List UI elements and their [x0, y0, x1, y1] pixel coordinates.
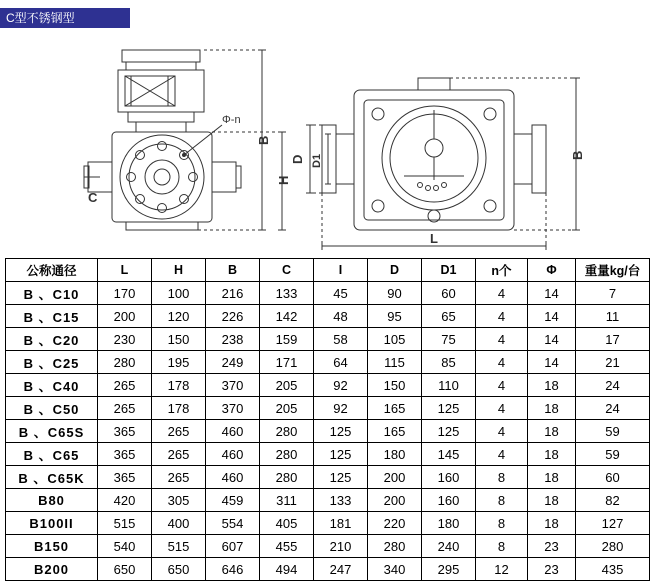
- cell-dn: B 、C65K: [6, 466, 98, 489]
- table-row: [6, 305, 650, 328]
- cell-i: 125: [314, 443, 368, 466]
- cell-c: 280: [260, 420, 314, 443]
- cell-d1: 85: [422, 351, 476, 374]
- column-header-d: D: [368, 259, 422, 282]
- cell-phi: 23: [528, 535, 576, 558]
- cell-n: 4: [476, 443, 528, 466]
- table-row: [6, 328, 650, 351]
- cell-h: 100: [152, 282, 206, 305]
- cell-i: 92: [314, 374, 368, 397]
- cell-l: 540: [98, 535, 152, 558]
- cell-d1: 240: [422, 535, 476, 558]
- cell-l: 230: [98, 328, 152, 351]
- table-header-row: [6, 259, 650, 282]
- table-row: [6, 397, 650, 420]
- cell-d: 200: [368, 466, 422, 489]
- cell-dn: B 、C25: [6, 351, 98, 374]
- cell-n: 8: [476, 489, 528, 512]
- cell-b: 460: [206, 443, 260, 466]
- cell-b: 646: [206, 558, 260, 581]
- cell-b: 370: [206, 374, 260, 397]
- cell-c: 455: [260, 535, 314, 558]
- cell-b: 459: [206, 489, 260, 512]
- cell-phi: 18: [528, 489, 576, 512]
- cell-b: 554: [206, 512, 260, 535]
- cell-l: 200: [98, 305, 152, 328]
- cell-d1: 160: [422, 489, 476, 512]
- cell-weight: 60: [576, 466, 650, 489]
- cell-weight: 17: [576, 328, 650, 351]
- cell-c: 280: [260, 443, 314, 466]
- cell-h: 265: [152, 443, 206, 466]
- cell-i: 64: [314, 351, 368, 374]
- cell-d: 95: [368, 305, 422, 328]
- cell-i: 48: [314, 305, 368, 328]
- drawing-svg: [0, 30, 654, 250]
- cell-b: 249: [206, 351, 260, 374]
- cell-h: 265: [152, 420, 206, 443]
- cell-n: 4: [476, 351, 528, 374]
- cell-i: 125: [314, 466, 368, 489]
- technical-drawing: [0, 30, 654, 250]
- cell-d: 280: [368, 535, 422, 558]
- cell-n: 8: [476, 512, 528, 535]
- dim-label-D: D: [290, 154, 305, 164]
- cell-n: 4: [476, 374, 528, 397]
- cell-d1: 75: [422, 328, 476, 351]
- cell-weight: 280: [576, 535, 650, 558]
- cell-i: 181: [314, 512, 368, 535]
- spec-table-container: [5, 258, 649, 581]
- dim-label-L: L: [430, 231, 438, 246]
- cell-h: 400: [152, 512, 206, 535]
- cell-c: 494: [260, 558, 314, 581]
- cell-l: 650: [98, 558, 152, 581]
- cell-d1: 125: [422, 420, 476, 443]
- column-header-n: n个: [476, 259, 528, 282]
- dim-label-H-left: H: [276, 175, 291, 185]
- cell-dn: B 、C65: [6, 443, 98, 466]
- cell-dn: B 、C40: [6, 374, 98, 397]
- column-header-i: I: [314, 259, 368, 282]
- cell-weight: 82: [576, 489, 650, 512]
- cell-dn: B100II: [6, 512, 98, 535]
- cell-d: 165: [368, 420, 422, 443]
- cell-n: 4: [476, 397, 528, 420]
- cell-h: 178: [152, 397, 206, 420]
- cell-b: 460: [206, 466, 260, 489]
- cell-i: 92: [314, 397, 368, 420]
- cell-l: 280: [98, 351, 152, 374]
- cell-d: 150: [368, 374, 422, 397]
- cell-d: 90: [368, 282, 422, 305]
- cell-l: 420: [98, 489, 152, 512]
- table-row: [6, 535, 650, 558]
- cell-d: 180: [368, 443, 422, 466]
- cell-c: 205: [260, 374, 314, 397]
- cell-weight: 11: [576, 305, 650, 328]
- column-header-weight: 重量kg/台: [576, 259, 650, 282]
- cell-d: 220: [368, 512, 422, 535]
- table-row: [6, 374, 650, 397]
- cell-phi: 18: [528, 443, 576, 466]
- cell-h: 650: [152, 558, 206, 581]
- cell-phi: 18: [528, 420, 576, 443]
- cell-i: 247: [314, 558, 368, 581]
- cell-dn: B 、C10: [6, 282, 98, 305]
- cell-d1: 60: [422, 282, 476, 305]
- cell-b: 238: [206, 328, 260, 351]
- dim-label-phi-n: Φ-n: [222, 114, 241, 126]
- dim-label-D1: D1: [311, 153, 323, 168]
- page-title: C型不锈钢型: [0, 8, 130, 28]
- cell-n: 8: [476, 466, 528, 489]
- cell-c: 142: [260, 305, 314, 328]
- cell-c: 159: [260, 328, 314, 351]
- cell-weight: 24: [576, 397, 650, 420]
- cell-h: 195: [152, 351, 206, 374]
- column-header-d1: D1: [422, 259, 476, 282]
- cell-d: 165: [368, 397, 422, 420]
- column-header-phi: Φ: [528, 259, 576, 282]
- table-row: [6, 351, 650, 374]
- cell-d1: 160: [422, 466, 476, 489]
- cell-c: 311: [260, 489, 314, 512]
- cell-n: 4: [476, 420, 528, 443]
- cell-n: 4: [476, 305, 528, 328]
- cell-h: 515: [152, 535, 206, 558]
- dim-label-B-left: B: [256, 135, 271, 145]
- dim-label-B-right: B: [570, 150, 585, 160]
- cell-b: 216: [206, 282, 260, 305]
- cell-n: 4: [476, 328, 528, 351]
- cell-i: 45: [314, 282, 368, 305]
- cell-weight: 59: [576, 443, 650, 466]
- cell-b: 370: [206, 397, 260, 420]
- column-header-h: H: [152, 259, 206, 282]
- cell-weight: 7: [576, 282, 650, 305]
- cell-d: 115: [368, 351, 422, 374]
- dim-label-C-left: C: [88, 190, 98, 205]
- column-header-l: L: [98, 259, 152, 282]
- table-row: [6, 489, 650, 512]
- cell-b: 226: [206, 305, 260, 328]
- cell-dn: B 、C20: [6, 328, 98, 351]
- column-header-dn: 公称通径: [6, 259, 98, 282]
- cell-h: 265: [152, 466, 206, 489]
- cell-i: 210: [314, 535, 368, 558]
- cell-phi: 23: [528, 558, 576, 581]
- table-row: [6, 512, 650, 535]
- cell-phi: 18: [528, 512, 576, 535]
- cell-weight: 24: [576, 374, 650, 397]
- cell-l: 265: [98, 374, 152, 397]
- cell-i: 125: [314, 420, 368, 443]
- cell-dn: B80: [6, 489, 98, 512]
- cell-d: 340: [368, 558, 422, 581]
- cell-c: 280: [260, 466, 314, 489]
- cell-phi: 18: [528, 466, 576, 489]
- cell-i: 133: [314, 489, 368, 512]
- cell-phi: 14: [528, 282, 576, 305]
- cell-l: 170: [98, 282, 152, 305]
- cell-phi: 14: [528, 305, 576, 328]
- column-header-c: C: [260, 259, 314, 282]
- cell-d1: 145: [422, 443, 476, 466]
- cell-i: 58: [314, 328, 368, 351]
- cell-b: 607: [206, 535, 260, 558]
- cell-n: 12: [476, 558, 528, 581]
- cell-l: 365: [98, 443, 152, 466]
- cell-n: 8: [476, 535, 528, 558]
- cell-weight: 127: [576, 512, 650, 535]
- cell-phi: 18: [528, 397, 576, 420]
- cell-phi: 18: [528, 374, 576, 397]
- cell-d1: 110: [422, 374, 476, 397]
- cell-h: 150: [152, 328, 206, 351]
- cell-c: 171: [260, 351, 314, 374]
- table-row: [6, 282, 650, 305]
- cell-h: 305: [152, 489, 206, 512]
- cell-dn: B200: [6, 558, 98, 581]
- cell-d1: 295: [422, 558, 476, 581]
- cell-d: 200: [368, 489, 422, 512]
- cell-n: 4: [476, 282, 528, 305]
- cell-d1: 180: [422, 512, 476, 535]
- spec-table: [5, 258, 650, 581]
- table-row: [6, 466, 650, 489]
- cell-dn: B 、C65S: [6, 420, 98, 443]
- cell-d: 105: [368, 328, 422, 351]
- cell-d1: 125: [422, 397, 476, 420]
- cell-phi: 14: [528, 328, 576, 351]
- table-row: [6, 443, 650, 466]
- cell-b: 460: [206, 420, 260, 443]
- cell-l: 365: [98, 466, 152, 489]
- cell-h: 120: [152, 305, 206, 328]
- cell-l: 515: [98, 512, 152, 535]
- cell-l: 365: [98, 420, 152, 443]
- cell-c: 205: [260, 397, 314, 420]
- table-row: [6, 558, 650, 581]
- cell-weight: 435: [576, 558, 650, 581]
- cell-h: 178: [152, 374, 206, 397]
- cell-dn: B 、C50: [6, 397, 98, 420]
- cell-dn: B 、C15: [6, 305, 98, 328]
- cell-c: 133: [260, 282, 314, 305]
- column-header-b: B: [206, 259, 260, 282]
- cell-c: 405: [260, 512, 314, 535]
- cell-phi: 14: [528, 351, 576, 374]
- cell-dn: B150: [6, 535, 98, 558]
- cell-d1: 65: [422, 305, 476, 328]
- cell-weight: 59: [576, 420, 650, 443]
- table-row: [6, 420, 650, 443]
- cell-weight: 21: [576, 351, 650, 374]
- cell-l: 265: [98, 397, 152, 420]
